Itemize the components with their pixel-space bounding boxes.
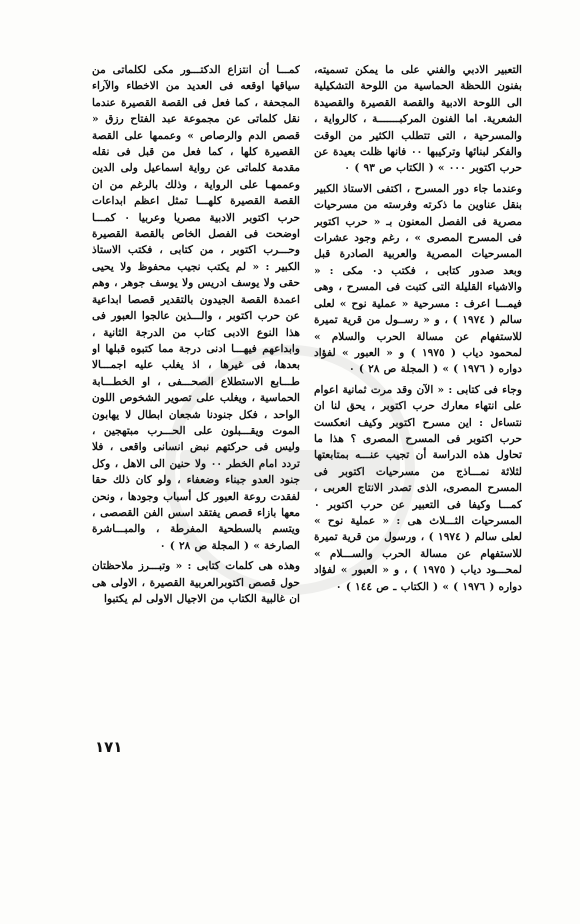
text-column-left bbox=[92, 62, 300, 727]
paragraph: وعندما جاء دور المسرح ، اكتفى الاستاذ الكبير بنقل عناوين ما ذكرته وفرسته من مسرحيات مصرية فى الفصل المعنون بـ « حرب اكتوبر فى المسرح المصرى » ، رغم وجود عشرات المسرحيات المصرية والعربية الصادرة قبل وبعد صدور كتابى ، فكتب د٠ مكى : « والاشياء القليلة التى كتبت فى المسرح ، وهى فيمـــا اعرف : مسرحية « عملية نوح » لعلى سالم ( ١٩٧٤ ) ، و « رســول من قرية تميرة للاستفهام عن مسالة الحرب والسلام » لمحمود دياب ( ١٩٧٥ ) و « العبور » لفؤاد دواره ( ١٩٧٦ ) » ( المجلة ص ٢٨ ) ٠ bbox=[314, 182, 522, 376]
text-column-right bbox=[314, 62, 522, 727]
paragraph: كمـــا أن انتزاع الدكتـــور مكى لكلماتى من سياقها اوقعه فى العديد من الاخطاء والآراء المجحفة ، كما فعل فى القصة القصيرة عندما نقل كلماتى عن مجموعة عبد الفتاح رزق « قصص الدم والرصاص » وعممها على القصة القصيرة كلها ، كما فعل من قبل فى نقله مقدمة كلماتى عن رواية اسماعيل ولى الدين وعممهـا على الرواية ، وذلك بالرغم من ان القصة القصيرة كلهـــا تمثل اعظم ابداعات حرب اكتوبر الادبية مصريا وعربيا ٠ كمـــا اوضحت فى الفصل الخاص بالقصة القصيرة وحـــرب اكتوبر ، من كتابى ، فكتب الاستاذ الكبير : « لم يكتب نجيب محفوظ ولا يحيى حقى ولا يوسف ادريس ولا يوسف جوهر ، وهم اعمدة القصة الجيدون بالتقدير قصصا ابداعية عن حرب اكتوبر ، والـــذين عالجوا العبور فى هذا النوع الادبى كتاب من الدرجة الثانية ، وابداعهم فيهـــا ادنى درجة مما كتبوه قبلها او بعدها، فى غيرها ، اذ يغلب عليه اجمـــالا طـــابع الاستطلاع الصحـــفى ، او الخطـــابة الحماسية ، ويغلب على تصوير الشخوص اللون الواحد ، فكل جنودنا شجعان ابطال لا يهابون الموت ويقـــبلون على الحـــرب مبتهجين ، وليس فى حركتهم نبض انسانى واقعى ، فلا تردد امام الخطر ٠٠ ولا حنين الى الاهل ، وكل جنود العدو جبناء وضعفاء ، ولو كان ذلك حقا لفقدت روعة العبور كل أسباب وجودها ، ونحن معها بازاء قصص يفتقد اسس الفن القصصى ، ويتسم بالسطحية المفرطة ، والمبـــاشرة الصارخة » ( المجلة ص ٢٨ ) ٠ bbox=[92, 64, 300, 552]
text-columns bbox=[92, 62, 522, 727]
paragraph: وهذه هى كلمات كتابى : « وتبـــرز ملاحظتان حول قصص اكتوبرالعربية القصيرة ، الاولى هى ان غالبية الكتاب من الاجيال الاولى لم يكتبوا bbox=[92, 560, 300, 605]
paragraph: التعبير الادبي والفني على ما يمكن تسميته، بفنون اللحظة الحماسية من اللوحة التشكيلية الى اللوحة الادبية والقصة القصيرة والقصيدة الشعرية. اما الفنون المركبـــــــة ، كالرواية ، والمسرحية ، التى تتطلب الكثير من الوقت والفكر لبنائها وتركيبها ٠٠ فانها ظلت بعيدة عن حرب اكتوبر ٠٠٠ » ( الكتاب ص ٩٣ ) ٠ bbox=[314, 64, 522, 175]
page-number: ١٧١ bbox=[95, 738, 123, 756]
paragraph: وجاء فى كتابى : « الآن وقد مرت ثمانية اعوام على انتهاء معارك حرب اكتوبر ، يحق لنا ان نتساءل : اين مسرح اكتوبر وكيف انعكست حرب اكتوبر فى المسرح المصرى ؟ هذا ما تحاول هذه الدراسة أن تجيب عنـــه بمتابعتها لثلاثة نمـــاذج من مسرحيات اكتوبر فى المسرح المصرى، الذى تصدر الانتاج العربى ، كمـــا وكيفا فى التعبير عن حرب اكتوبر ٠ المسرحيات الثـــلاث هى : « عملية نوح » لعلى سالم ( ١٩٧٤ ) ، ورسول من قرية تميرة للاستفهام عن مسالة الحرب والســـلام » لمحـــود دياب ( ١٩٧٥ ) ، و « العبور » لفؤاد دواره ( ١٩٧٦ ) » ( الكتاب ـ ص ١٤٤ ) ٠ bbox=[314, 383, 522, 593]
